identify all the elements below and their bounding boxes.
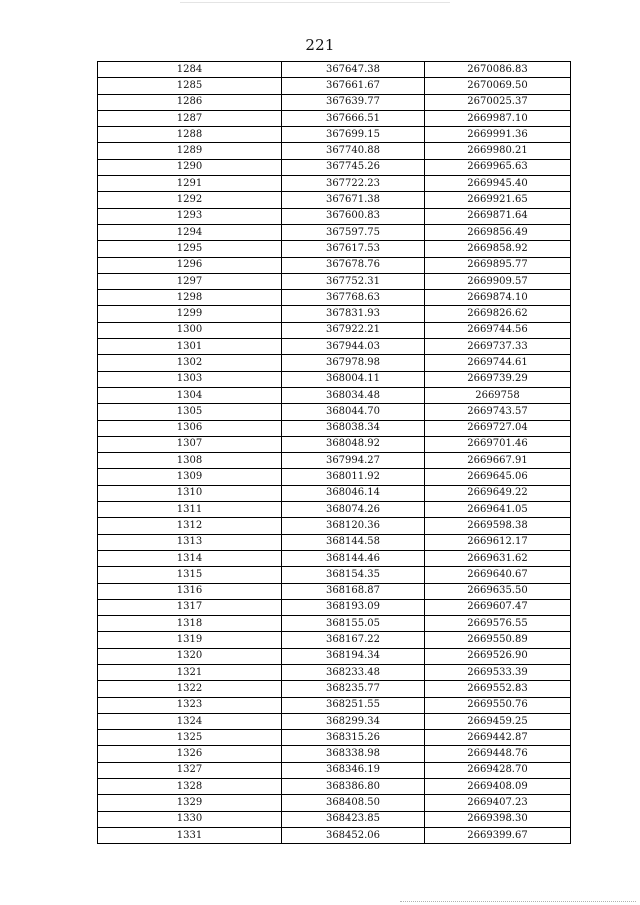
table-row	[98, 616, 571, 632]
y-coordinate-cell: 2669631.62	[425, 550, 571, 566]
point-number-cell: 1301	[98, 339, 282, 355]
table-row	[98, 681, 571, 697]
table-row	[98, 143, 571, 159]
point-number-cell: 1309	[98, 469, 282, 485]
x-coordinate-cell: 368155.05	[282, 616, 425, 632]
x-coordinate-cell: 368046.14	[282, 485, 425, 501]
y-coordinate-cell: 2669737.33	[425, 339, 571, 355]
table-row	[98, 355, 571, 371]
table-row	[98, 273, 571, 289]
table-row	[98, 127, 571, 143]
point-number-cell: 1321	[98, 664, 282, 680]
point-number-cell: 1303	[98, 371, 282, 387]
table-row	[98, 518, 571, 534]
table-row	[98, 502, 571, 518]
y-coordinate-cell: 2669459.25	[425, 713, 571, 729]
table-row	[98, 290, 571, 306]
table-row	[98, 176, 571, 192]
x-coordinate-cell: 368235.77	[282, 681, 425, 697]
y-coordinate-cell: 2669744.61	[425, 355, 571, 371]
point-number-cell: 1306	[98, 420, 282, 436]
y-coordinate-cell: 2669667.91	[425, 453, 571, 469]
point-number-cell: 1308	[98, 453, 282, 469]
x-coordinate-cell: 368452.06	[282, 827, 425, 843]
point-number-cell: 1300	[98, 322, 282, 338]
x-coordinate-cell: 368034.48	[282, 387, 425, 403]
point-number-cell: 1287	[98, 110, 282, 126]
x-coordinate-cell: 368038.34	[282, 420, 425, 436]
table-row	[98, 697, 571, 713]
point-number-cell: 1322	[98, 681, 282, 697]
y-coordinate-cell: 2669871.64	[425, 208, 571, 224]
x-coordinate-cell: 367922.21	[282, 322, 425, 338]
point-number-cell: 1295	[98, 241, 282, 257]
x-coordinate-cell: 368251.55	[282, 697, 425, 713]
x-coordinate-cell: 368120.36	[282, 518, 425, 534]
x-coordinate-cell: 368408.50	[282, 795, 425, 811]
x-coordinate-cell: 367617.53	[282, 241, 425, 257]
table-row	[98, 387, 571, 403]
x-coordinate-cell: 367597.75	[282, 224, 425, 240]
x-coordinate-cell: 368233.48	[282, 664, 425, 680]
point-number-cell: 1292	[98, 192, 282, 208]
point-number-cell: 1328	[98, 779, 282, 795]
coordinates-table-body	[98, 62, 571, 844]
point-number-cell: 1288	[98, 127, 282, 143]
table-row	[98, 322, 571, 338]
x-coordinate-cell: 368044.70	[282, 404, 425, 420]
table-row	[98, 224, 571, 240]
table-row	[98, 648, 571, 664]
y-coordinate-cell: 2669399.67	[425, 827, 571, 843]
point-number-cell: 1313	[98, 534, 282, 550]
x-coordinate-cell: 368168.87	[282, 583, 425, 599]
y-coordinate-cell: 2669874.10	[425, 290, 571, 306]
point-number-cell: 1290	[98, 159, 282, 175]
table-row	[98, 583, 571, 599]
point-number-cell: 1307	[98, 436, 282, 452]
table-row	[98, 453, 571, 469]
x-coordinate-cell: 367740.88	[282, 143, 425, 159]
table-row	[98, 567, 571, 583]
x-coordinate-cell: 368167.22	[282, 632, 425, 648]
x-coordinate-cell: 367600.83	[282, 208, 425, 224]
y-coordinate-cell: 2669980.21	[425, 143, 571, 159]
y-coordinate-cell: 2669649.22	[425, 485, 571, 501]
y-coordinate-cell: 2669856.49	[425, 224, 571, 240]
top-rule	[180, 2, 450, 3]
point-number-cell: 1311	[98, 502, 282, 518]
y-coordinate-cell: 2669739.29	[425, 371, 571, 387]
table-row	[98, 534, 571, 550]
table-row	[98, 664, 571, 680]
point-number-cell: 1293	[98, 208, 282, 224]
table-row	[98, 485, 571, 501]
y-coordinate-cell: 2669909.57	[425, 273, 571, 289]
point-number-cell: 1284	[98, 62, 282, 78]
x-coordinate-cell: 368144.46	[282, 550, 425, 566]
point-number-cell: 1325	[98, 730, 282, 746]
y-coordinate-cell: 2669858.92	[425, 241, 571, 257]
x-coordinate-cell: 367944.03	[282, 339, 425, 355]
point-number-cell: 1310	[98, 485, 282, 501]
y-coordinate-cell: 2669552.83	[425, 681, 571, 697]
x-coordinate-cell: 368338.98	[282, 746, 425, 762]
y-coordinate-cell: 2669921.65	[425, 192, 571, 208]
table-row	[98, 420, 571, 436]
table-row	[98, 339, 571, 355]
x-coordinate-cell: 368194.34	[282, 648, 425, 664]
y-coordinate-cell: 2669826.62	[425, 306, 571, 322]
point-number-cell: 1324	[98, 713, 282, 729]
y-coordinate-cell: 2669550.89	[425, 632, 571, 648]
table-row	[98, 746, 571, 762]
y-coordinate-cell: 2669526.90	[425, 648, 571, 664]
point-number-cell: 1291	[98, 176, 282, 192]
x-coordinate-cell: 367978.98	[282, 355, 425, 371]
point-number-cell: 1302	[98, 355, 282, 371]
x-coordinate-cell: 367768.63	[282, 290, 425, 306]
table-row	[98, 371, 571, 387]
table-row	[98, 795, 571, 811]
point-number-cell: 1318	[98, 616, 282, 632]
table-row	[98, 632, 571, 648]
y-coordinate-cell: 2669635.50	[425, 583, 571, 599]
table-row	[98, 257, 571, 273]
point-number-cell: 1316	[98, 583, 282, 599]
x-coordinate-cell: 368011.92	[282, 469, 425, 485]
y-coordinate-cell: 2669550.76	[425, 697, 571, 713]
table-row	[98, 159, 571, 175]
x-coordinate-cell: 367647.38	[282, 62, 425, 78]
coordinates-table	[97, 61, 571, 844]
table-row	[98, 404, 571, 420]
x-coordinate-cell: 368074.26	[282, 502, 425, 518]
y-coordinate-cell: 2669945.40	[425, 176, 571, 192]
y-coordinate-cell: 2669598.38	[425, 518, 571, 534]
point-number-cell: 1329	[98, 795, 282, 811]
point-number-cell: 1298	[98, 290, 282, 306]
y-coordinate-cell: 2669743.57	[425, 404, 571, 420]
footer-rule	[400, 901, 636, 902]
y-coordinate-cell: 2669641.05	[425, 502, 571, 518]
point-number-cell: 1296	[98, 257, 282, 273]
table-row	[98, 78, 571, 94]
x-coordinate-cell: 367831.93	[282, 306, 425, 322]
y-coordinate-cell: 2669428.70	[425, 762, 571, 778]
y-coordinate-cell: 2669991.36	[425, 127, 571, 143]
y-coordinate-cell: 2669987.10	[425, 110, 571, 126]
point-number-cell: 1315	[98, 567, 282, 583]
y-coordinate-cell: 2669895.77	[425, 257, 571, 273]
point-number-cell: 1319	[98, 632, 282, 648]
y-coordinate-cell: 2669407.23	[425, 795, 571, 811]
x-coordinate-cell: 367699.15	[282, 127, 425, 143]
table-row	[98, 110, 571, 126]
table-row	[98, 436, 571, 452]
x-coordinate-cell: 368004.11	[282, 371, 425, 387]
point-number-cell: 1294	[98, 224, 282, 240]
x-coordinate-cell: 367722.23	[282, 176, 425, 192]
y-coordinate-cell: 2669727.04	[425, 420, 571, 436]
point-number-cell: 1320	[98, 648, 282, 664]
y-coordinate-cell: 2669576.55	[425, 616, 571, 632]
y-coordinate-cell: 2669758	[425, 387, 571, 403]
y-coordinate-cell: 2669533.39	[425, 664, 571, 680]
x-coordinate-cell: 367994.27	[282, 453, 425, 469]
x-coordinate-cell: 368048.92	[282, 436, 425, 452]
point-number-cell: 1289	[98, 143, 282, 159]
x-coordinate-cell: 368299.34	[282, 713, 425, 729]
y-coordinate-cell: 2670086.83	[425, 62, 571, 78]
y-coordinate-cell: 2670025.37	[425, 94, 571, 110]
x-coordinate-cell: 367678.76	[282, 257, 425, 273]
point-number-cell: 1326	[98, 746, 282, 762]
point-number-cell: 1305	[98, 404, 282, 420]
table-row	[98, 779, 571, 795]
table-row	[98, 713, 571, 729]
point-number-cell: 1330	[98, 811, 282, 827]
x-coordinate-cell: 368193.09	[282, 599, 425, 615]
point-number-cell: 1299	[98, 306, 282, 322]
table-row	[98, 62, 571, 78]
table-row	[98, 550, 571, 566]
table-row	[98, 827, 571, 843]
point-number-cell: 1304	[98, 387, 282, 403]
point-number-cell: 1327	[98, 762, 282, 778]
y-coordinate-cell: 2669448.76	[425, 746, 571, 762]
point-number-cell: 1297	[98, 273, 282, 289]
point-number-cell: 1285	[98, 78, 282, 94]
y-coordinate-cell: 2669607.47	[425, 599, 571, 615]
point-number-cell: 1312	[98, 518, 282, 534]
table-row	[98, 241, 571, 257]
y-coordinate-cell: 2669408.09	[425, 779, 571, 795]
table-row	[98, 94, 571, 110]
table-row	[98, 208, 571, 224]
x-coordinate-cell: 368346.19	[282, 762, 425, 778]
y-coordinate-cell: 2669645.06	[425, 469, 571, 485]
y-coordinate-cell: 2670069.50	[425, 78, 571, 94]
table-row	[98, 469, 571, 485]
table-row	[98, 306, 571, 322]
y-coordinate-cell: 2669398.30	[425, 811, 571, 827]
x-coordinate-cell: 368315.26	[282, 730, 425, 746]
table-row	[98, 730, 571, 746]
y-coordinate-cell: 2669612.17	[425, 534, 571, 550]
x-coordinate-cell: 368144.58	[282, 534, 425, 550]
table-row	[98, 811, 571, 827]
x-coordinate-cell: 367661.67	[282, 78, 425, 94]
point-number-cell: 1331	[98, 827, 282, 843]
y-coordinate-cell: 2669965.63	[425, 159, 571, 175]
y-coordinate-cell: 2669701.46	[425, 436, 571, 452]
y-coordinate-cell: 2669640.67	[425, 567, 571, 583]
x-coordinate-cell: 368154.35	[282, 567, 425, 583]
table-row	[98, 192, 571, 208]
x-coordinate-cell: 367752.31	[282, 273, 425, 289]
point-number-cell: 1317	[98, 599, 282, 615]
table-row	[98, 599, 571, 615]
y-coordinate-cell: 2669744.56	[425, 322, 571, 338]
point-number-cell: 1314	[98, 550, 282, 566]
point-number-cell: 1286	[98, 94, 282, 110]
x-coordinate-cell: 368386.80	[282, 779, 425, 795]
table-row	[98, 762, 571, 778]
y-coordinate-cell: 2669442.87	[425, 730, 571, 746]
x-coordinate-cell: 367639.77	[282, 94, 425, 110]
x-coordinate-cell: 367666.51	[282, 110, 425, 126]
x-coordinate-cell: 367671.38	[282, 192, 425, 208]
x-coordinate-cell: 367745.26	[282, 159, 425, 175]
page-number: 221	[305, 36, 335, 54]
x-coordinate-cell: 368423.85	[282, 811, 425, 827]
point-number-cell: 1323	[98, 697, 282, 713]
